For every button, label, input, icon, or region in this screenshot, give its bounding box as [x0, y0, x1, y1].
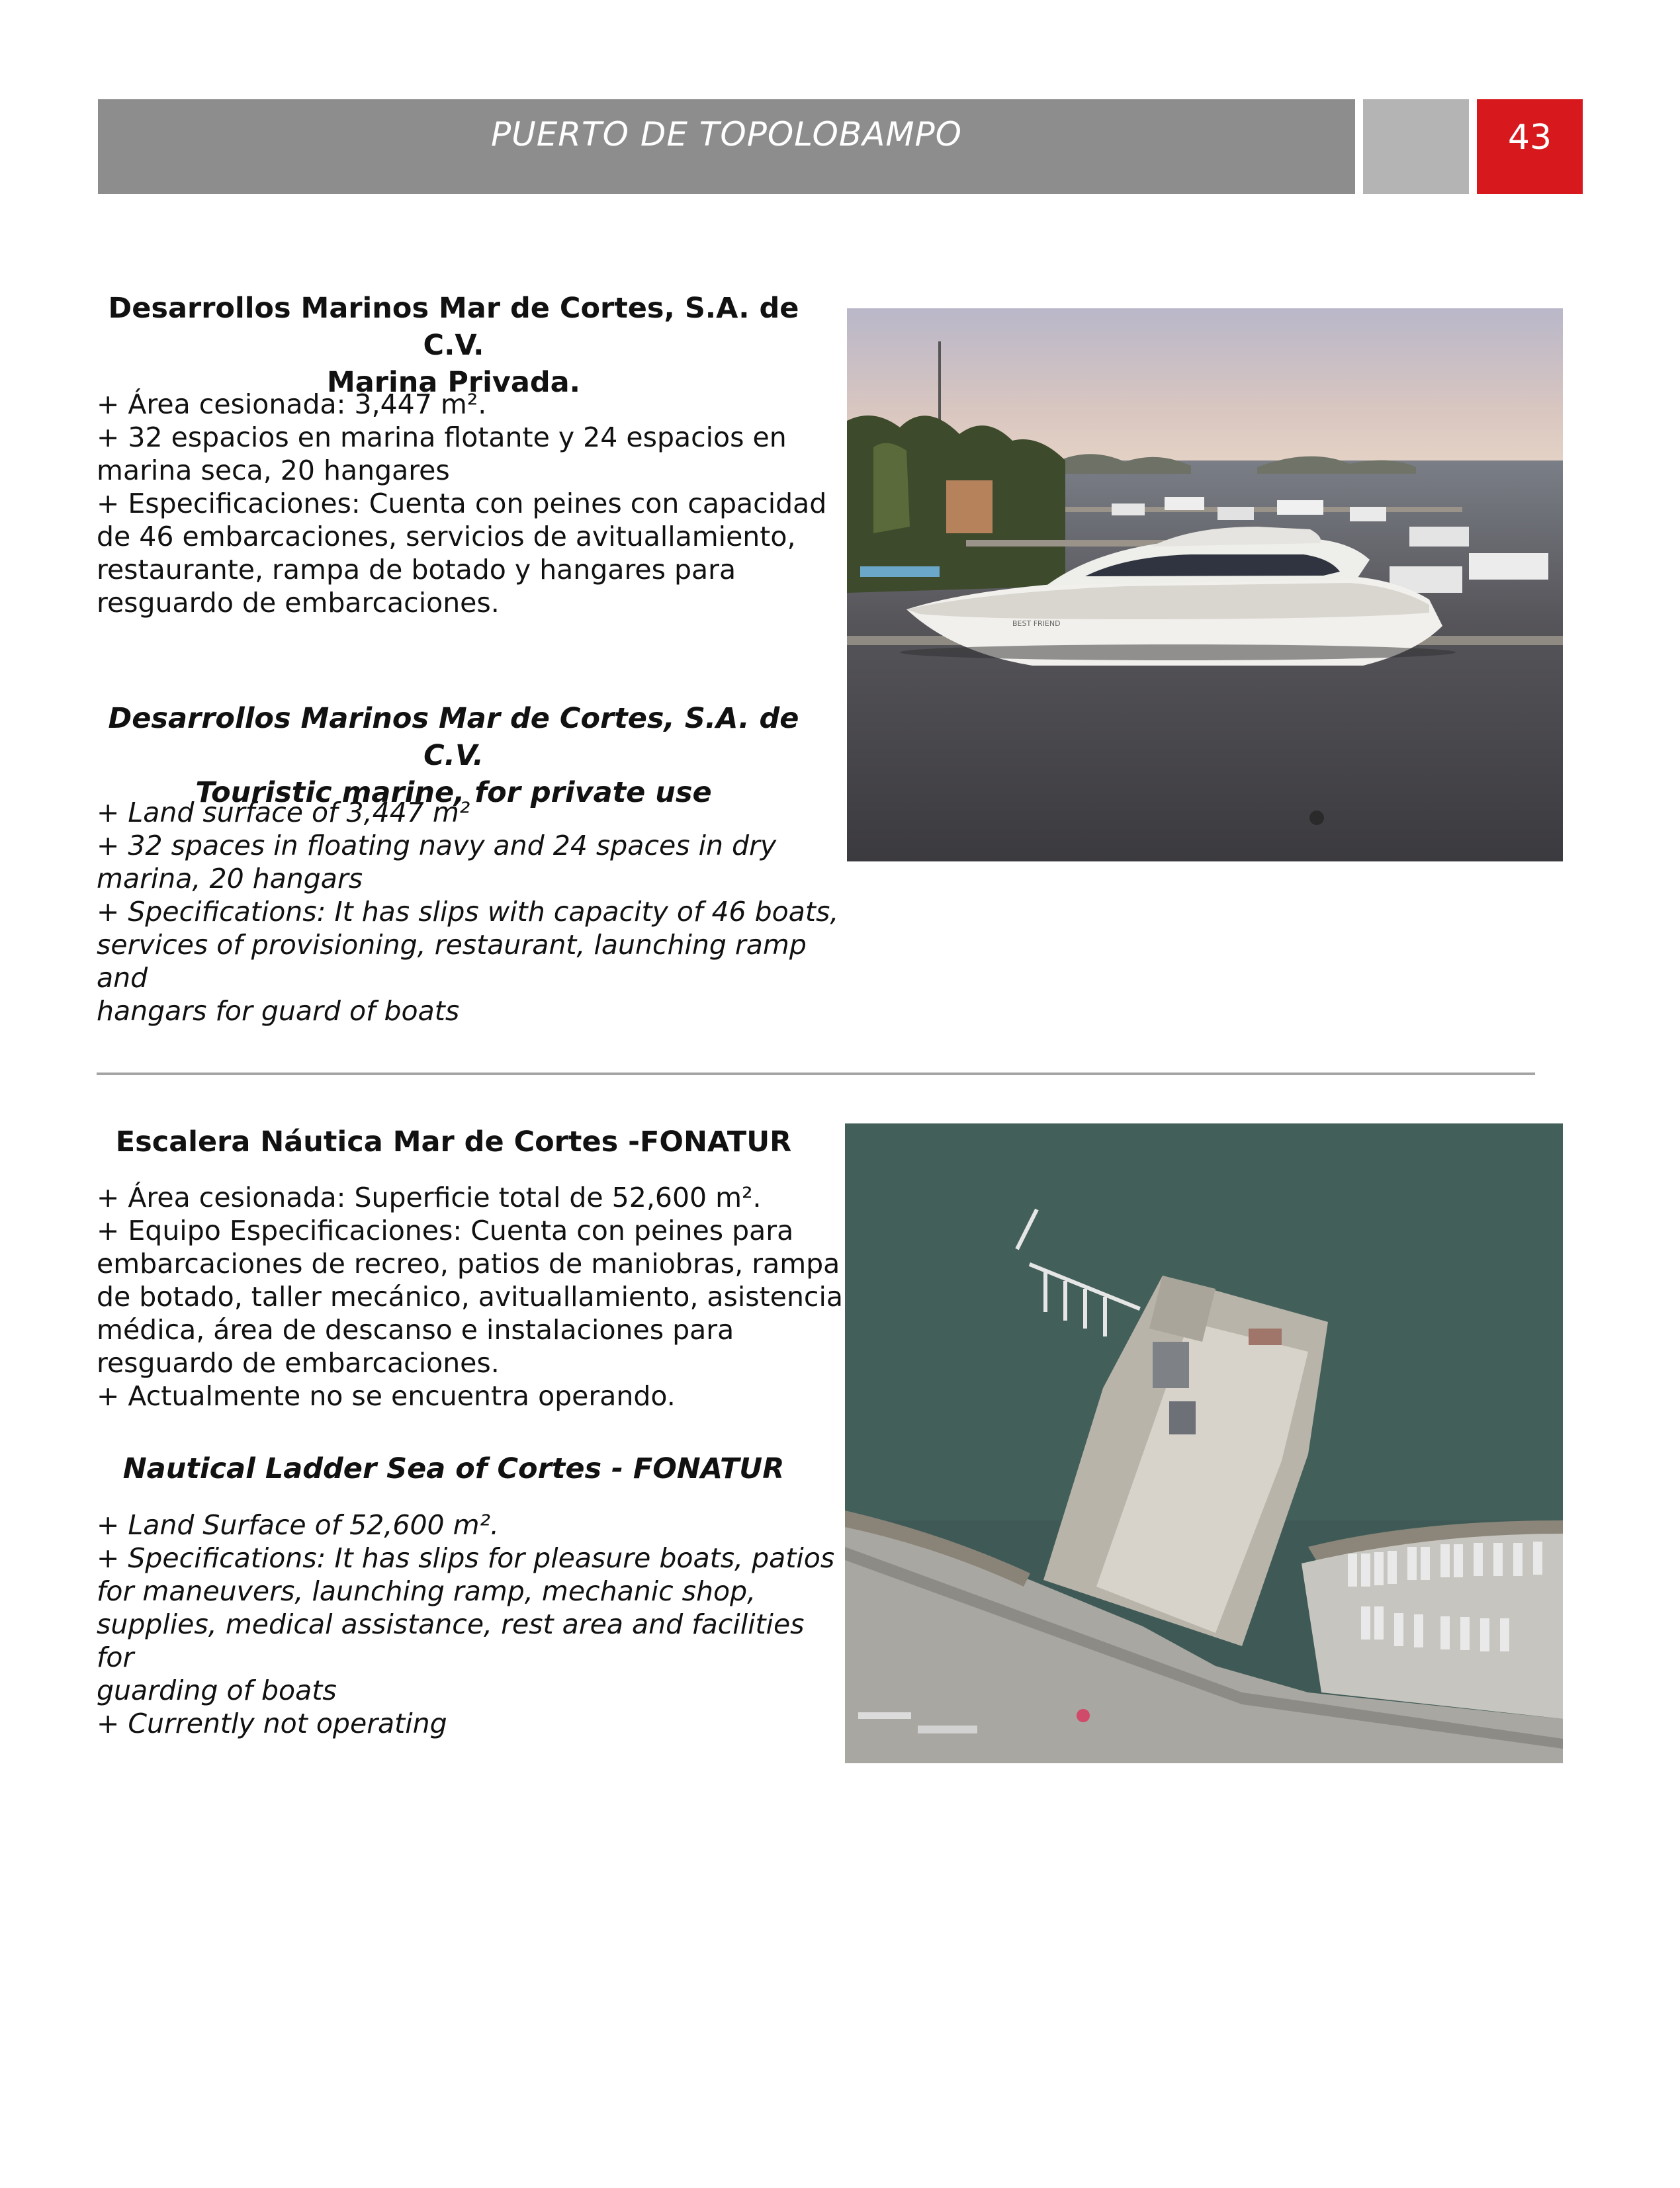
section1-title-es-line2: Marina Privada.	[327, 366, 580, 399]
page-number: 43	[1507, 118, 1552, 157]
yacht-name-label: BEST FRIEND	[1012, 619, 1061, 628]
section1-title-en-line1: Desarrollos Marinos Mar de Cortes, S.A. de C.V.	[108, 702, 799, 772]
section1-body-en: + Land surface of 3,447 m² + 32 spaces in floating navy and 24 spaces in dry marina, 20 hangars + Specifications: It has slips with capacity of 46 boats, services of provisioning, restaurant, launching ramp and hangars for guard of boats	[97, 797, 839, 1027]
marina-yacht-photo	[847, 308, 1563, 861]
section2-body-es: + Área cesionada: Superficie total de 52,600 m². + Equipo Especificaciones: Cuenta con peines para embarcaciones de recreo, patios de maniobras, rampa de botado, taller mecánico, avituallamiento, asistencia médica, área de descanso e instalaciones para resguardo de embarcaciones. + Actualmente no se encuentra operando.	[97, 1182, 843, 1412]
section-divider	[97, 1072, 1535, 1075]
aerial-pier-photo	[845, 1123, 1563, 1763]
section1-title-es-line1: Desarrollos Marinos Mar de Cortes, S.A. de C.V.	[108, 292, 799, 362]
section1-title-es	[98, 290, 809, 401]
section1-title-en-line2: Touristic marine, for private use	[195, 776, 712, 809]
header-bar	[98, 99, 1355, 194]
section1-body-es: + Área cesionada: 3,447 m². + 32 espacios en marina flotante y 24 espacios en marina seca, 20 hangares + Especificaciones: Cuenta con peines con capacidad de 46 embarcaciones, servicios de avituallamiento, restaurante, rampa de botado y hangares para resguardo de embarcaciones.	[97, 388, 827, 619]
page-number-box	[1477, 99, 1583, 194]
header-spacer-block	[1363, 99, 1469, 194]
section1-title-en	[98, 700, 809, 811]
section2-body-en: + Land Surface of 52,600 m². + Specifications: It has slips for pleasure boats, patios for maneuvers, launching ramp, mechanic shop, supplies, medical assistance, rest area and facilities for guarding of boats + Currently not operating	[97, 1509, 835, 1739]
section2-title-es: Escalera Náutica Mar de Cortes -FONATUR	[115, 1125, 792, 1159]
header-title: PUERTO DE TOPOLOBAMPO	[490, 115, 963, 153]
section2-title-en: Nautical Ladder Sea of Cortes - FONATUR	[122, 1452, 785, 1485]
